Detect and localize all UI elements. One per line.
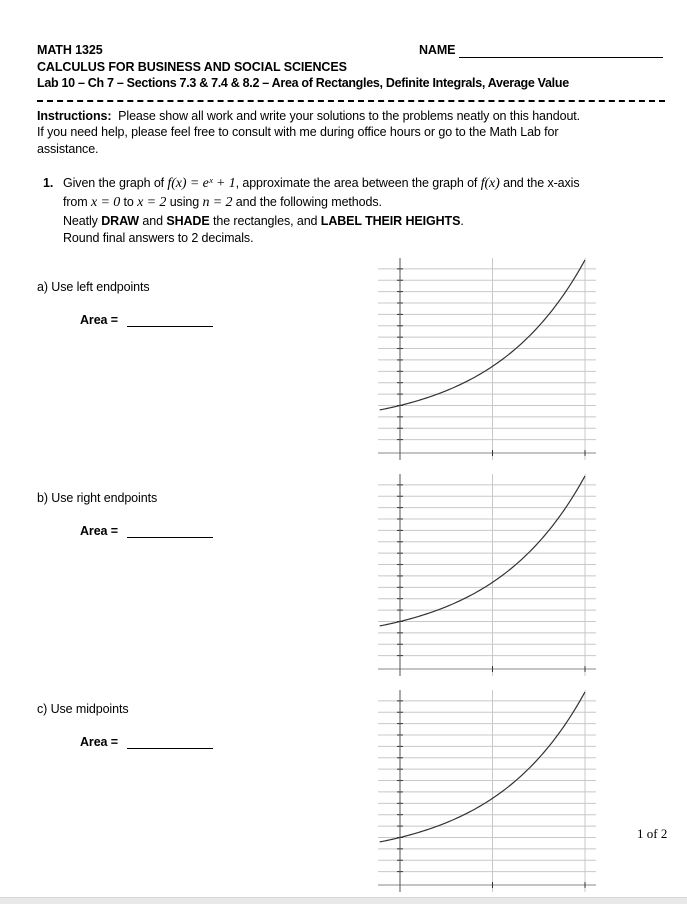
problem-line3: [63, 214, 464, 228]
part-a-label: a) Use left endpoints: [37, 280, 150, 294]
and-text: and: [142, 214, 163, 228]
instructions-line1: [37, 109, 580, 123]
x-from: x = 0: [90, 195, 121, 210]
problem-line2: [63, 195, 382, 211]
function-definition: f(x) = eˣ + 1: [167, 176, 236, 191]
part-b-answer-blank[interactable]: [127, 537, 213, 538]
from-text: from: [63, 195, 88, 209]
course-subtitle: CALCULUS FOR BUSINESS AND SOCIAL SCIENCES: [37, 60, 347, 74]
function-curve: [380, 260, 585, 410]
draw-text: DRAW: [101, 214, 140, 228]
course-number: MATH 1325: [37, 43, 103, 57]
instructions-text1: Please show all work and write your solutions to the problems neatly on this handout.: [118, 109, 581, 123]
instructions-label: Instructions:: [37, 109, 112, 123]
using-text: using: [169, 195, 200, 209]
rectangles-text: the rectangles, and: [212, 214, 318, 228]
shade-text: SHADE: [166, 214, 210, 228]
part-c-answer-blank[interactable]: [127, 748, 213, 749]
to-text: to: [123, 195, 134, 209]
problem-text-b: , approximate the area between the graph of: [235, 176, 478, 190]
label-heights-text: LABEL THEIR HEIGHTS: [320, 214, 461, 228]
part-b-label: b) Use right endpoints: [37, 491, 158, 505]
neatly-text: Neatly: [63, 214, 98, 228]
graph-right-endpoints[interactable]: [378, 474, 596, 676]
x-to: x = 2: [137, 195, 167, 210]
part-a-area-label: Area =: [80, 313, 118, 327]
dashed-divider: [37, 100, 665, 102]
function-curve: [380, 692, 585, 842]
problem-text-a: Given the graph of: [63, 176, 165, 190]
methods-text: and the following methods.: [235, 195, 382, 209]
problem-line1: [63, 176, 580, 192]
problem-number: 1.: [43, 176, 54, 190]
name-label: NAME: [419, 43, 456, 57]
instructions-line2: If you need help, please feel free to consult with me during office hours or go to the Math Lab for: [37, 125, 559, 139]
lab-title: Lab 10 – Ch 7 – Sections 7.3 & 7.4 & 8.2 – Area of Rectangles, Definite Integrals, Average Value: [37, 76, 569, 90]
part-c-label: c) Use midpoints: [37, 702, 129, 716]
part-a-answer-blank[interactable]: [127, 326, 213, 327]
name-blank: [459, 57, 663, 58]
graph-left-endpoints[interactable]: [378, 258, 596, 460]
part-c-area-label: Area =: [80, 735, 118, 749]
function-name: f(x): [480, 176, 500, 191]
period: .: [460, 214, 464, 228]
problem-text-c: and the x-axis: [503, 176, 580, 190]
problem-line4: Round final answers to 2 decimals.: [63, 231, 254, 245]
part-b-area-label: Area =: [80, 524, 118, 538]
page-number: 1 of 2: [637, 826, 668, 841]
graph-midpoints[interactable]: [378, 690, 596, 892]
instructions-line3: assistance.: [37, 142, 99, 156]
n-value: n = 2: [202, 195, 233, 210]
function-curve: [380, 476, 585, 626]
